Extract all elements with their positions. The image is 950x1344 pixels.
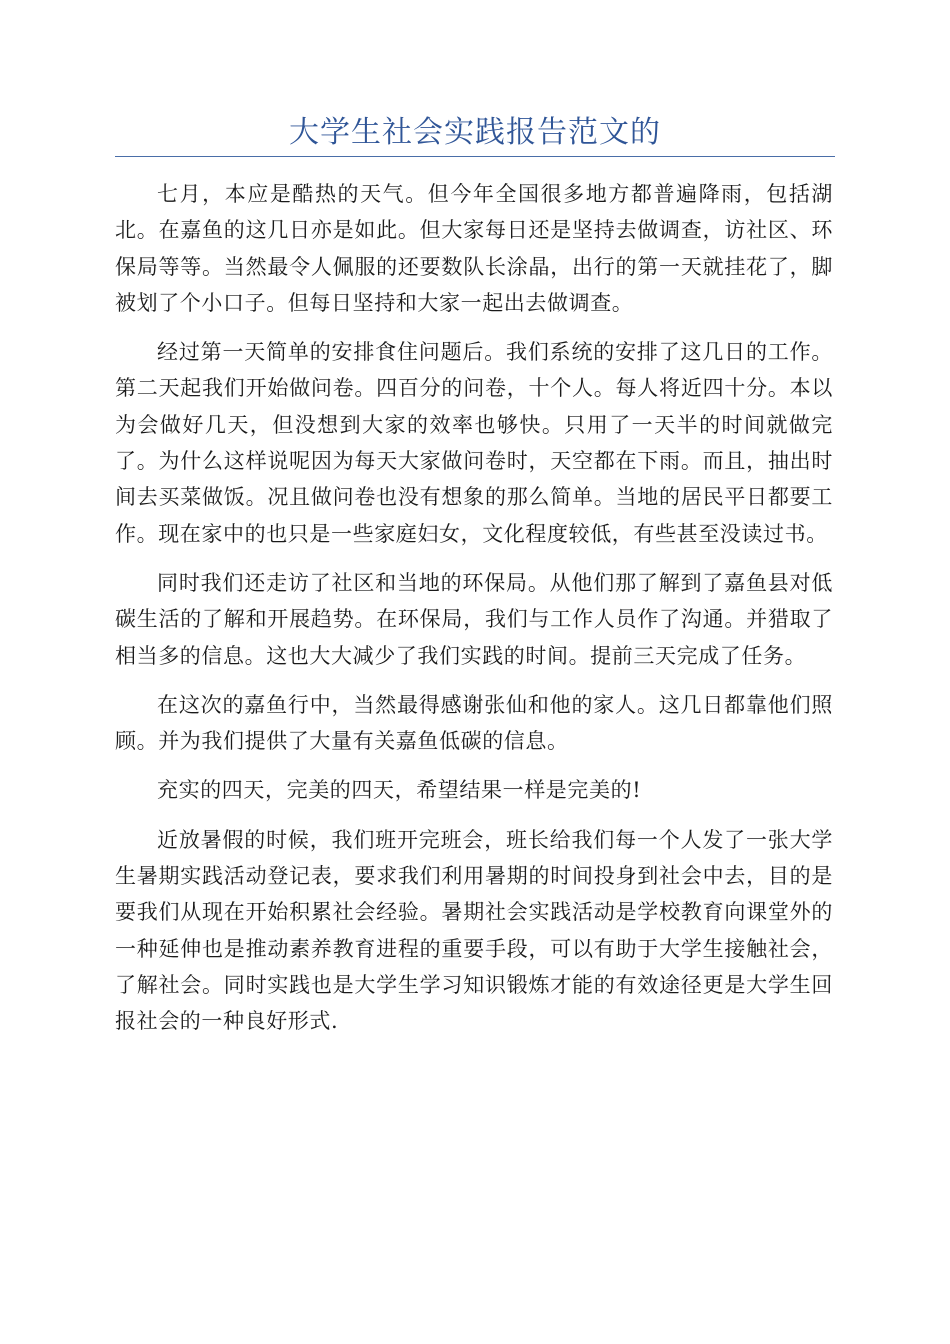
paragraph-4: 在这次的嘉鱼行中，当然最得感谢张仙和他的家人。这几日都靠他们照顾。并为我们提供了大量有关嘉鱼低碳的信息。 xyxy=(115,692,833,754)
document-body xyxy=(115,176,833,1053)
document-title: 大学生社会实践报告范文的 xyxy=(289,115,661,150)
paragraph-6: 近放暑假的时候，我们班开完班会，班长给我们每一个人发了一张大学生暑期实践活动登记表，要求我们利用暑期的时间投身到社会中去，目的是要我们从现在开始积累社会经验。暑期社会实践活动是学校教育向课堂外的一种延伸也是推动素养教育进程的重要手段，可以有助于大学生接触社会，了解社会。同时实践也是大学生学习知识锻炼才能的有效途径更是大学生回报社会的一种良好形式. xyxy=(115,827,833,1034)
paragraph-1: 七月，本应是酷热的天气。但今年全国很多地方都普遍降雨，包括湖北。在嘉鱼的这几日亦是如此。但大家每日还是坚持去做调查，访社区、环保局等等。当然最令人佩服的还要数队长涂晶，出行的第一天就挂花了，脚被划了个小口子。但每日坚持和大家一起出去做调查。 xyxy=(115,182,833,315)
paragraph-5: 充实的四天，完美的四天，希望结果一样是完美的! xyxy=(157,778,642,803)
paragraph-2: 经过第一天简单的安排食住问题后。我们系统的安排了这几日的工作。第二天起我们开始做问卷。四百分的问卷，十个人。每人将近四十分。本以为会做好几天，但没想到大家的效率也够快。只用了一天半的时间就做完了。为什么这样说呢因为每天大家做问卷时，天空都在下雨。而且，抽出时间去买菜做饭。况且做问卷也没有想象的那么简单。当地的居民平日都要工作。现在家中的也只是一些家庭妇女，文化程度较低，有些甚至没读过书。 xyxy=(115,340,833,546)
title-block xyxy=(115,110,835,157)
paragraph-3: 同时我们还走访了社区和当地的环保局。从他们那了解到了嘉鱼县对低碳生活的了解和开展趋势。在环保局，我们与工作人员作了沟通。并猎取了相当多的信息。这也大大减少了我们实践的时间。提前三天完成了任务。 xyxy=(115,570,833,668)
